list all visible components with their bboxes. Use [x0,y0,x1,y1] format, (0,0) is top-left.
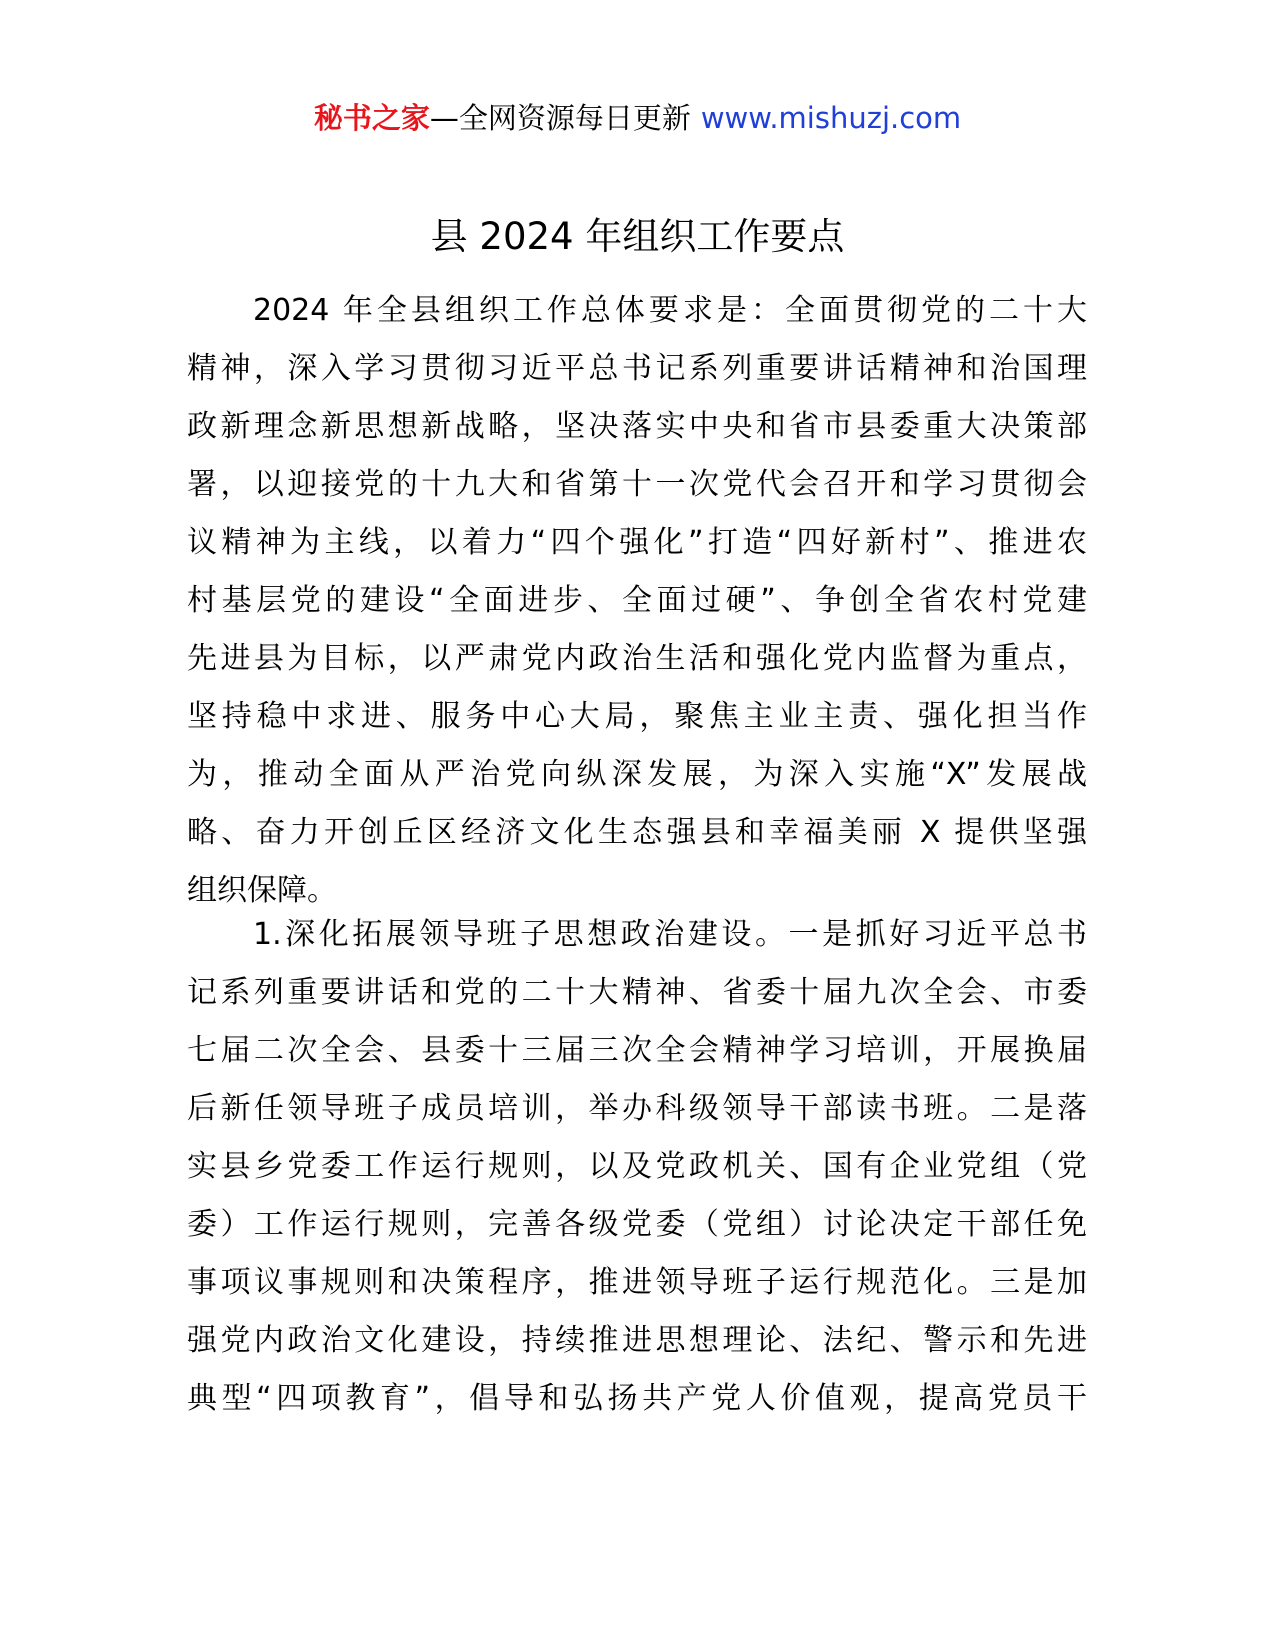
paragraph-line: 后新任领导班子成员培训，举办科级领导干部读书班。二是落 [187,1091,1087,1126]
paragraph-intro [187,282,1087,920]
paragraph-line: 1.深化拓展领导班子思想政治建设。一是抓好习近平总书 [253,917,1087,952]
header-tagline: —全网资源每日更新 [429,101,691,135]
paragraph-line: 村基层党的建设“全面进步、全面过硬”、争创全省农村党建 [187,583,1087,618]
paragraph-item-1 [187,906,1087,1428]
paragraph-line: 为，推动全面从严治党向纵深发展，为深入实施“X”发展战 [187,757,1087,792]
paragraph-line: 记系列重要讲话和党的二十大精神、省委十届九次全会、市委 [187,975,1087,1010]
brand-name: 秘书之家 [313,101,430,135]
paragraph-line: 政新理念新思想新战略，坚决落实中央和省市县委重大决策部 [187,409,1087,444]
paragraph-line: 事项议事规则和决策程序，推进领导班子运行规范化。三是加 [187,1265,1087,1300]
paragraph-line: 坚持稳中求进、服务中心大局，聚焦主业主责、强化担当作 [187,699,1087,734]
site-url-link[interactable]: www.mishuzj.com [700,101,962,135]
paragraph-line: 2024 年全县组织工作总体要求是：全面贯彻党的二十大 [253,293,1087,328]
paragraph-line: 先进县为目标，以严肃党内政治生活和强化党内监督为重点， [187,641,1087,676]
paragraph-line: 略、奋力开创丘区经济文化生态强县和幸福美丽 X 提供坚强 [187,815,1087,850]
paragraph-line: 组织保障。 [187,873,337,908]
document-title: 县 2024 年组织工作要点 [430,215,845,258]
paragraph-line: 七届二次全会、县委十三届三次全会精神学习培训，开展换届 [187,1033,1087,1068]
paragraph-line: 实县乡党委工作运行规则，以及党政机关、国有企业党组（党 [187,1149,1087,1184]
paragraph-line: 典型“四项教育”，倡导和弘扬共产党人价值观，提高党员干 [187,1381,1087,1416]
paragraph-line: 强党内政治文化建设，持续推进思想理论、法纪、警示和先进 [187,1323,1087,1358]
paragraph-line: 议精神为主线，以着力“四个强化”打造“四好新村”、推进农 [187,525,1087,560]
paragraph-line: 委）工作运行规则，完善各级党委（党组）讨论决定干部任免 [187,1207,1087,1242]
paragraph-line: 精神，深入学习贯彻习近平总书记系列重要讲话精神和治国理 [187,351,1087,386]
paragraph-line: 署，以迎接党的十九大和省第十一次党代会召开和学习贯彻会 [187,467,1087,502]
site-header [0,96,1275,140]
